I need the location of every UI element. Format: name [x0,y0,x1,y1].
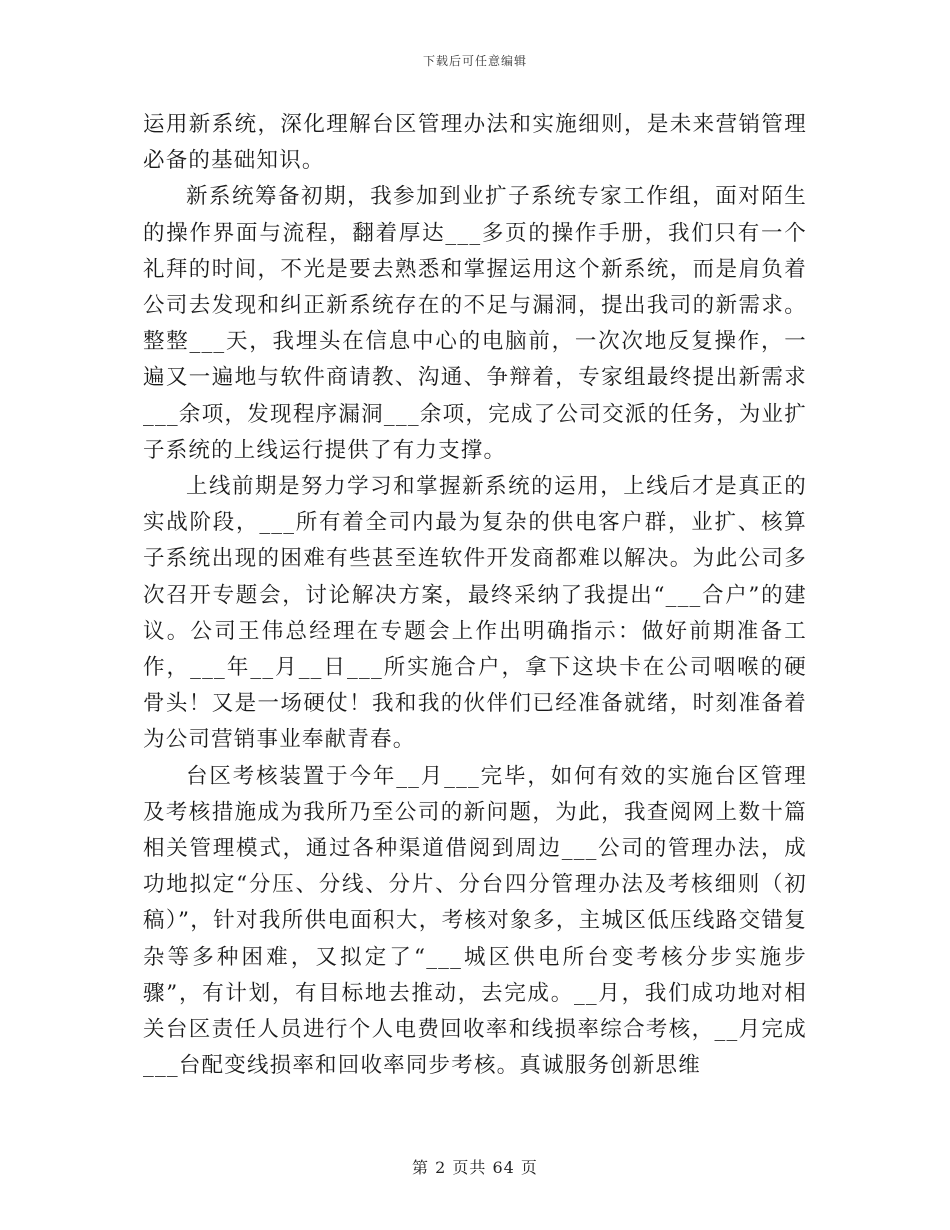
paragraph-3: 上线前期是努力学习和掌握新系统的运用，上线后才是真正的实战阶段，___所有着全司内最为复杂的供电客户群，业扩、核算子系统出现的困难有些甚至连软件开发商都难以解决。为此公司多次召开专题会，讨论解决方案，最终采纳了我提出“___合户”的建议。公司王伟总经理在专题会上作出明确指示：做好前期准备工作，___年__月__日___所实施合户，拿下这块卡在公司咽喉的硬骨头！又是一场硬仗！我和我的伙伴们已经准备就绪，时刻准备着为公司营销事业奉献青春。 [143,474,807,753]
page-number: 第 2 页共 64 页 [412,1158,538,1177]
paragraph-2: 新系统筹备初期，我参加到业扩子系统专家工作组，面对陌生的操作界面与流程，翻着厚达___多页的操作手册，我们只有一个礼拜的时间，不光是要去熟悉和掌握运用这个新系统，而是肩负着公司去发现和纠正新系统存在的不足与漏洞，提出我司的新需求。整整___天，我埋头在信息中心的电脑前，一次次地反复操作，一遍又一遍地与软件商请教、沟通、争辩着，专家组最终提出新需求___余项，发现程序漏洞___余项，完成了公司交派的任务，为业扩子系统的上线运行提供了有力支撑。 [143,184,807,463]
paragraph-4: 台区考核装置于今年__月___完毕，如何有效的实施台区管理及考核措施成为我所乃至公司的新问题，为此，我查阅网上数十篇相关管理模式，通过各种渠道借阅到周边___公司的管理办法，成功地拟定“分压、分线、分片、分台四分管理办法及考核细则（初稿）”，针对我所供电面积大，考核对象多，主城区低压线路交错复杂等多种困难，又拟定了“___城区供电所台变考核分步实施步骤”，有计划，有目标地去推动，去完成。__月，我们成功地对相关台区责任人员进行个人电费回收率和线损率综合考核，__月完成___台配变线损率和回收率同步考核。真诚服务创新思维 [143,763,807,1079]
paragraph-1: 运用新系统，深化理解台区管理办法和实施细则，是未来营销管理必备的基础知识。 [143,112,807,174]
page-header: 下载后可任意编辑 [422,54,527,68]
document-body [143,107,807,1084]
